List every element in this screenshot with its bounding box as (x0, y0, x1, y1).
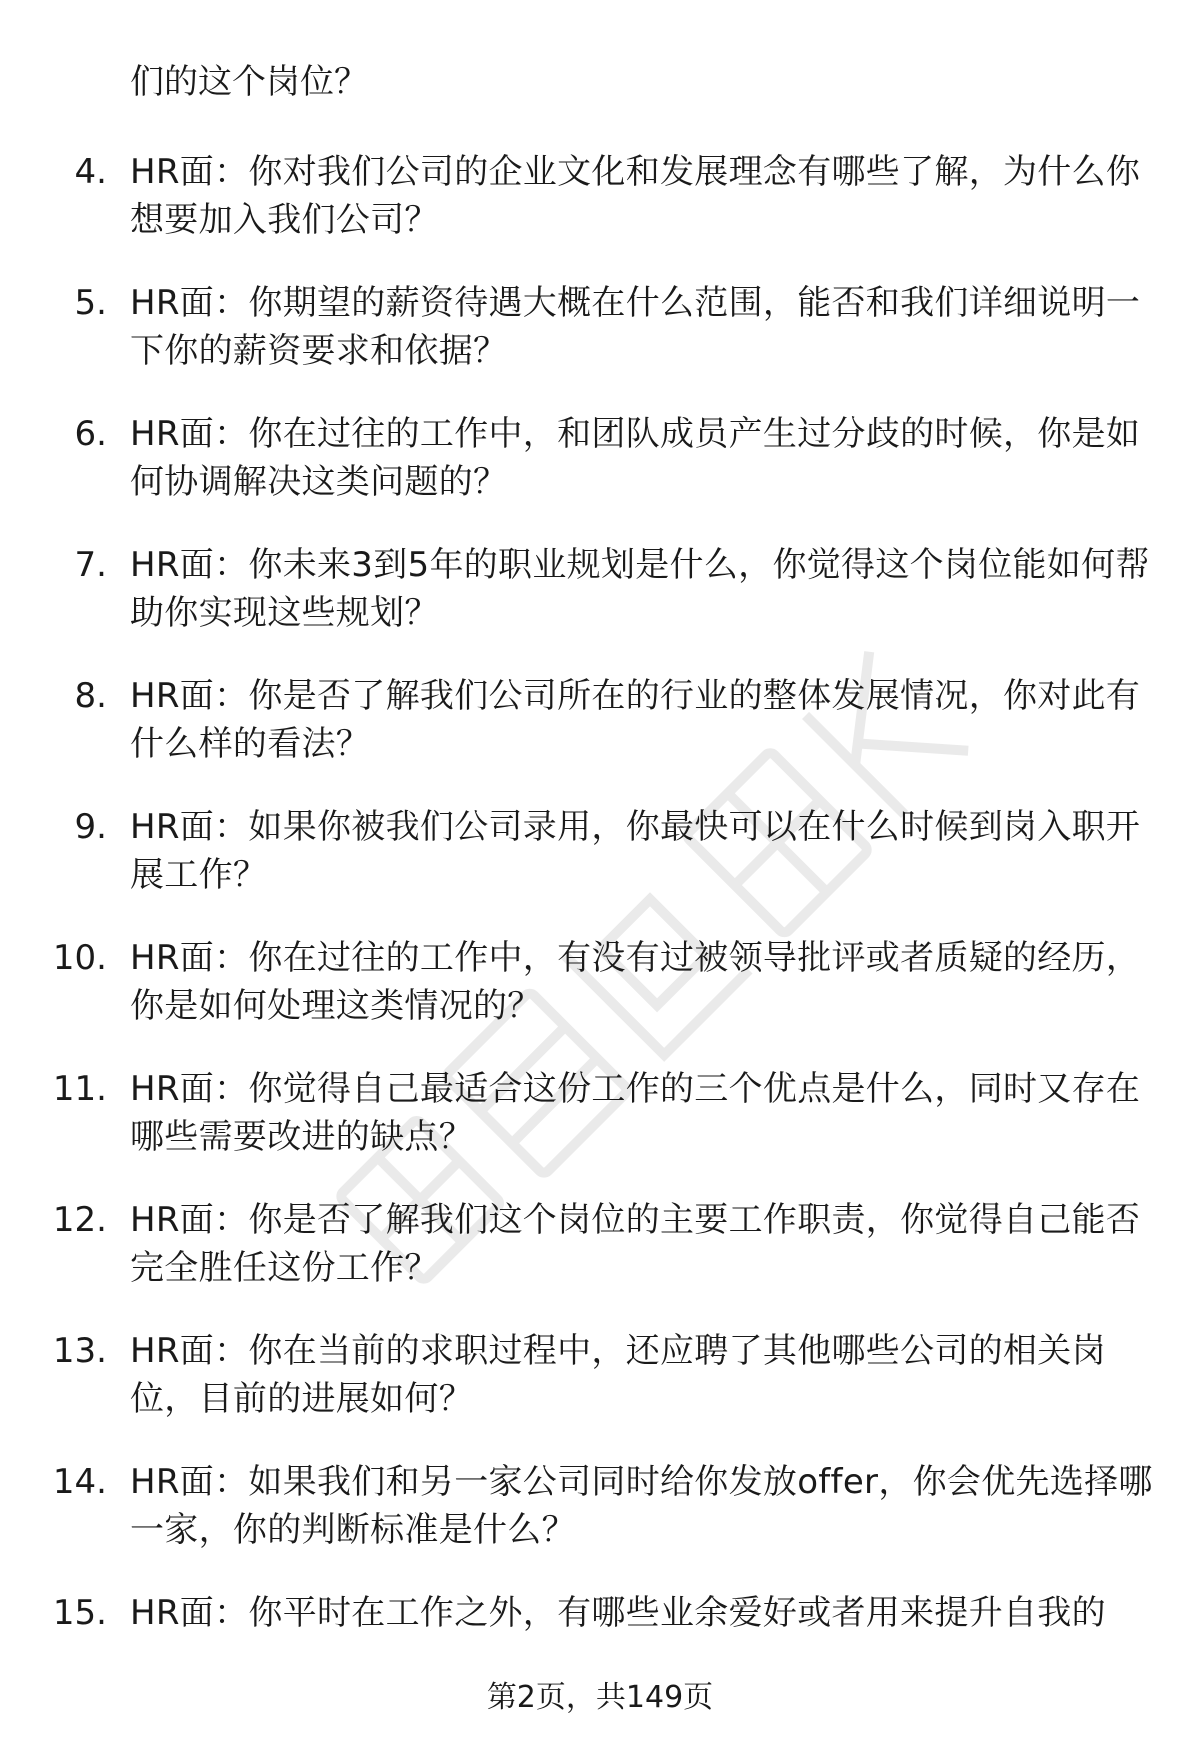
list-item (0, 1327, 1200, 1458)
item-text: HR面：你对我们公司的企业文化和发展理念有哪些了解，为什么你想要加入我们公司？ (130, 152, 1141, 240)
list-item (0, 410, 1200, 541)
list-item (0, 541, 1200, 672)
list-item (0, 934, 1200, 1065)
item-number: 6. (74, 414, 107, 454)
list-item (0, 1065, 1200, 1196)
item-number: 10. (52, 938, 107, 978)
item-number: 4. (74, 152, 107, 192)
page-number-footer: 第2页，共149页 (486, 1680, 714, 1715)
item-text: HR面：你平时在工作之外，有哪些业余爱好或者用来提升自我的 (130, 1593, 1106, 1633)
item-text: HR面：你期望的薪资待遇大概在什么范围，能否和我们详细说明一下你的薪资要求和依据？ (130, 283, 1141, 371)
item-text: HR面：你是否了解我们这个岗位的主要工作职责，你觉得自己能否完全胜任这份工作？ (130, 1200, 1141, 1288)
item-number: 7. (74, 545, 107, 585)
item-number: 13. (52, 1331, 107, 1371)
item-text: HR面：你在当前的求职过程中，还应聘了其他哪些公司的相关岗位，目前的进展如何？ (130, 1331, 1106, 1419)
list-item (0, 279, 1200, 410)
list-item (0, 148, 1200, 279)
list-item (0, 803, 1200, 934)
list-item (0, 1196, 1200, 1327)
item-number: 15. (52, 1593, 107, 1633)
item-number: 11. (52, 1069, 107, 1109)
item-text: HR面：你在过往的工作中，有没有过被领导批评或者质疑的经历，你是如何处理这类情况的？ (130, 938, 1141, 1026)
item-text: HR面：你觉得自己最适合这份工作的三个优点是什么，同时又存在哪些需要改进的缺点？ (130, 1069, 1141, 1157)
item-number: 5. (74, 283, 107, 323)
list-item (0, 672, 1200, 803)
item-number: 12. (52, 1200, 107, 1240)
continuation-text: 们的这个岗位？ (130, 62, 368, 102)
item-text: HR面：如果你被我们公司录用，你最快可以在什么时候到岗入职开展工作？ (130, 807, 1141, 895)
item-number: 9. (74, 807, 107, 847)
question-list (0, 148, 1200, 1720)
item-text: HR面：你未来3到5年的职业规划是什么，你觉得这个岗位能如何帮助你实现这些规划？ (130, 545, 1150, 633)
item-text: HR面：你是否了解我们公司所在的行业的整体发展情况，你对此有什么样的看法？ (130, 676, 1141, 764)
item-number: 14. (52, 1462, 107, 1502)
list-item (0, 1458, 1200, 1589)
item-text: HR面：你在过往的工作中，和团队成员产生过分歧的时候，你是如何协调解决这类问题的？ (130, 414, 1141, 502)
item-number: 8. (74, 676, 107, 716)
item-text: HR面：如果我们和另一家公司同时给你发放offer，你会优先选择哪一家，你的判断标准是什么？ (130, 1462, 1153, 1550)
